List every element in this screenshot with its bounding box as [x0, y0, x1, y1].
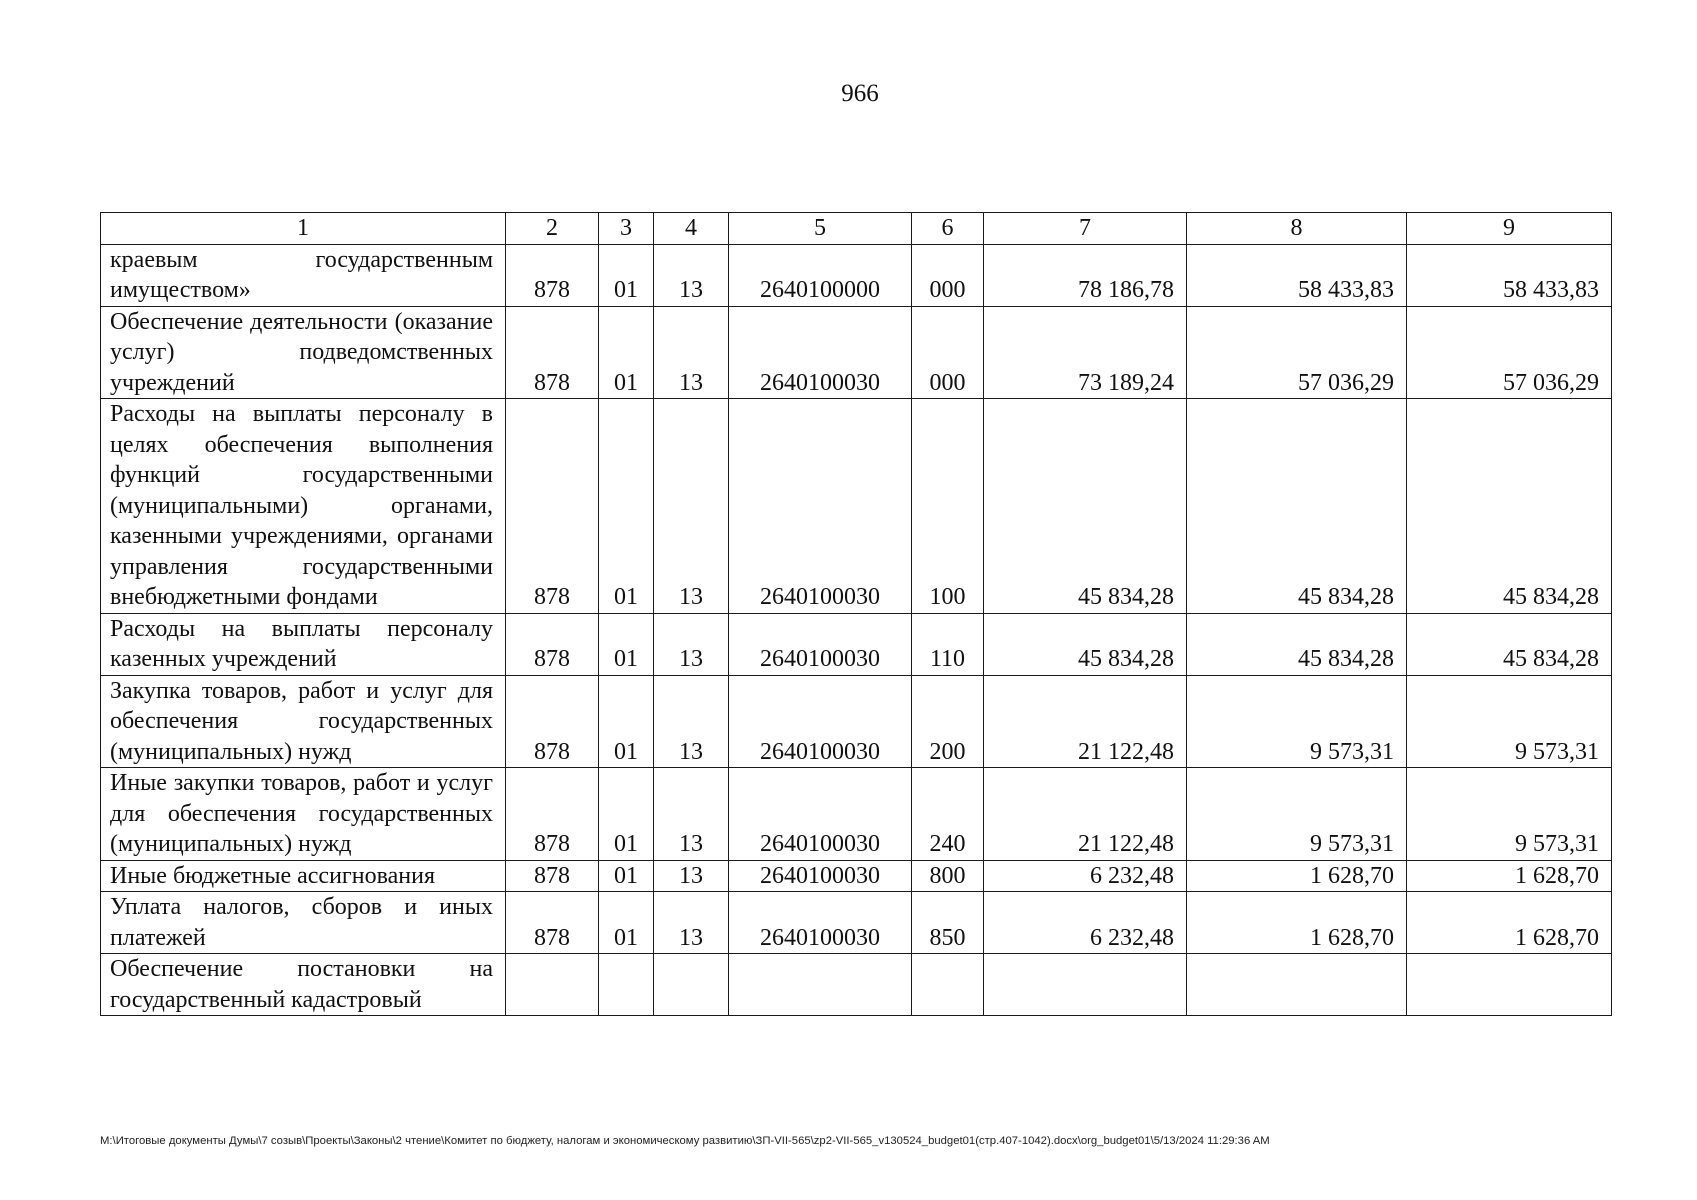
amount-col7: 45 834,28: [984, 399, 1187, 614]
subsection-code: 13: [654, 306, 729, 399]
expense-type: 000: [912, 244, 984, 306]
column-number: 4: [654, 213, 729, 245]
target-article: 2640100030: [729, 306, 912, 399]
expense-type: [912, 954, 984, 1016]
table-row: [101, 675, 1612, 768]
footer-file-path: M:\Итоговые документы Думы\7 созыв\Проекты\Законы\2 чтение\Комитет по бюджету, налогам и экономическому развитию\ЗП-VII-565\zp2-VII-565_v130524_budget01(стр.407-1042).docx\org_budget01\5/13/2024 11:29:36 AM: [100, 1135, 1270, 1147]
amount-col7: 78 186,78: [984, 244, 1187, 306]
column-number: 3: [599, 213, 654, 245]
expense-type: 100: [912, 399, 984, 614]
column-number: 5: [729, 213, 912, 245]
ministry-code: 878: [506, 860, 599, 892]
amount-col9: 58 433,83: [1407, 244, 1612, 306]
row-name: краевым государственным имуществом»: [101, 244, 506, 306]
amount-col7: 45 834,28: [984, 613, 1187, 675]
expense-type: 240: [912, 768, 984, 861]
table-row: [101, 954, 1612, 1016]
target-article: 2640100030: [729, 675, 912, 768]
row-name: Расходы на выплаты персоналу в целях обеспечения выполнения функций государственными (муниципальными) органами, казенными учреждениями, органами управления государственными внебюджетными фондами: [101, 399, 506, 614]
target-article: 2640100030: [729, 892, 912, 954]
subsection-code: 13: [654, 892, 729, 954]
ministry-code: [506, 954, 599, 1016]
amount-col7: 21 122,48: [984, 675, 1187, 768]
row-name: Иные бюджетные ассигнования: [101, 860, 506, 892]
amount-col7: 73 189,24: [984, 306, 1187, 399]
amount-col8: [1187, 954, 1407, 1016]
column-number: 2: [506, 213, 599, 245]
row-name: Обеспечение постановки на государственный кадастровый: [101, 954, 506, 1016]
subsection-code: 13: [654, 860, 729, 892]
row-name: Расходы на выплаты персоналу казенных учреждений: [101, 613, 506, 675]
ministry-code: 878: [506, 613, 599, 675]
column-number-row: [101, 213, 1612, 245]
row-name: Обеспечение деятельности (оказание услуг) подведомственных учреждений: [101, 306, 506, 399]
ministry-code: 878: [506, 675, 599, 768]
subsection-code: 13: [654, 675, 729, 768]
column-number: 7: [984, 213, 1187, 245]
table-row: [101, 244, 1612, 306]
section-code: 01: [599, 675, 654, 768]
column-number: 6: [912, 213, 984, 245]
page-number: 966: [841, 80, 879, 107]
target-article: 2640100000: [729, 244, 912, 306]
amount-col8: 57 036,29: [1187, 306, 1407, 399]
expense-type: 000: [912, 306, 984, 399]
expense-type: 200: [912, 675, 984, 768]
amount-col8: 9 573,31: [1187, 675, 1407, 768]
amount-col9: 45 834,28: [1407, 399, 1612, 614]
amount-col9: [1407, 954, 1612, 1016]
amount-col9: 9 573,31: [1407, 675, 1612, 768]
amount-col9: 45 834,28: [1407, 613, 1612, 675]
row-name: Иные закупки товаров, работ и услуг для обеспечения государственных (муниципальных) нужд: [101, 768, 506, 861]
amount-col8: 9 573,31: [1187, 768, 1407, 861]
subsection-code: 13: [654, 244, 729, 306]
amount-col9: 9 573,31: [1407, 768, 1612, 861]
table-row: [101, 768, 1612, 861]
amount-col7: 6 232,48: [984, 892, 1187, 954]
amount-col7: [984, 954, 1187, 1016]
ministry-code: 878: [506, 244, 599, 306]
amount-col9: 57 036,29: [1407, 306, 1612, 399]
table-row: [101, 892, 1612, 954]
column-number: 8: [1187, 213, 1407, 245]
section-code: 01: [599, 613, 654, 675]
ministry-code: 878: [506, 306, 599, 399]
amount-col9: 1 628,70: [1407, 892, 1612, 954]
amount-col8: 45 834,28: [1187, 399, 1407, 614]
target-article: 2640100030: [729, 399, 912, 614]
amount-col8: 1 628,70: [1187, 860, 1407, 892]
ministry-code: 878: [506, 399, 599, 614]
amount-col8: 58 433,83: [1187, 244, 1407, 306]
table-row: [101, 399, 1612, 614]
table-row: [101, 613, 1612, 675]
amount-col8: 45 834,28: [1187, 613, 1407, 675]
section-code: [599, 954, 654, 1016]
section-code: 01: [599, 399, 654, 614]
column-number: 9: [1407, 213, 1612, 245]
amount-col8: 1 628,70: [1187, 892, 1407, 954]
subsection-code: 13: [654, 768, 729, 861]
section-code: 01: [599, 892, 654, 954]
expense-type: 110: [912, 613, 984, 675]
expense-type: 800: [912, 860, 984, 892]
target-article: 2640100030: [729, 860, 912, 892]
row-name: Закупка товаров, работ и услуг для обеспечения государственных (муниципальных) нужд: [101, 675, 506, 768]
row-name: Уплата налогов, сборов и иных платежей: [101, 892, 506, 954]
amount-col7: 6 232,48: [984, 860, 1187, 892]
target-article: 2640100030: [729, 768, 912, 861]
column-number: 1: [101, 213, 506, 245]
section-code: 01: [599, 768, 654, 861]
section-code: 01: [599, 244, 654, 306]
target-article: [729, 954, 912, 1016]
ministry-code: 878: [506, 768, 599, 861]
amount-col7: 21 122,48: [984, 768, 1187, 861]
expense-type: 850: [912, 892, 984, 954]
table-row: [101, 860, 1612, 892]
budget-table: [100, 212, 1612, 1016]
subsection-code: [654, 954, 729, 1016]
ministry-code: 878: [506, 892, 599, 954]
subsection-code: 13: [654, 399, 729, 614]
table-row: [101, 306, 1612, 399]
section-code: 01: [599, 860, 654, 892]
target-article: 2640100030: [729, 613, 912, 675]
section-code: 01: [599, 306, 654, 399]
amount-col9: 1 628,70: [1407, 860, 1612, 892]
subsection-code: 13: [654, 613, 729, 675]
